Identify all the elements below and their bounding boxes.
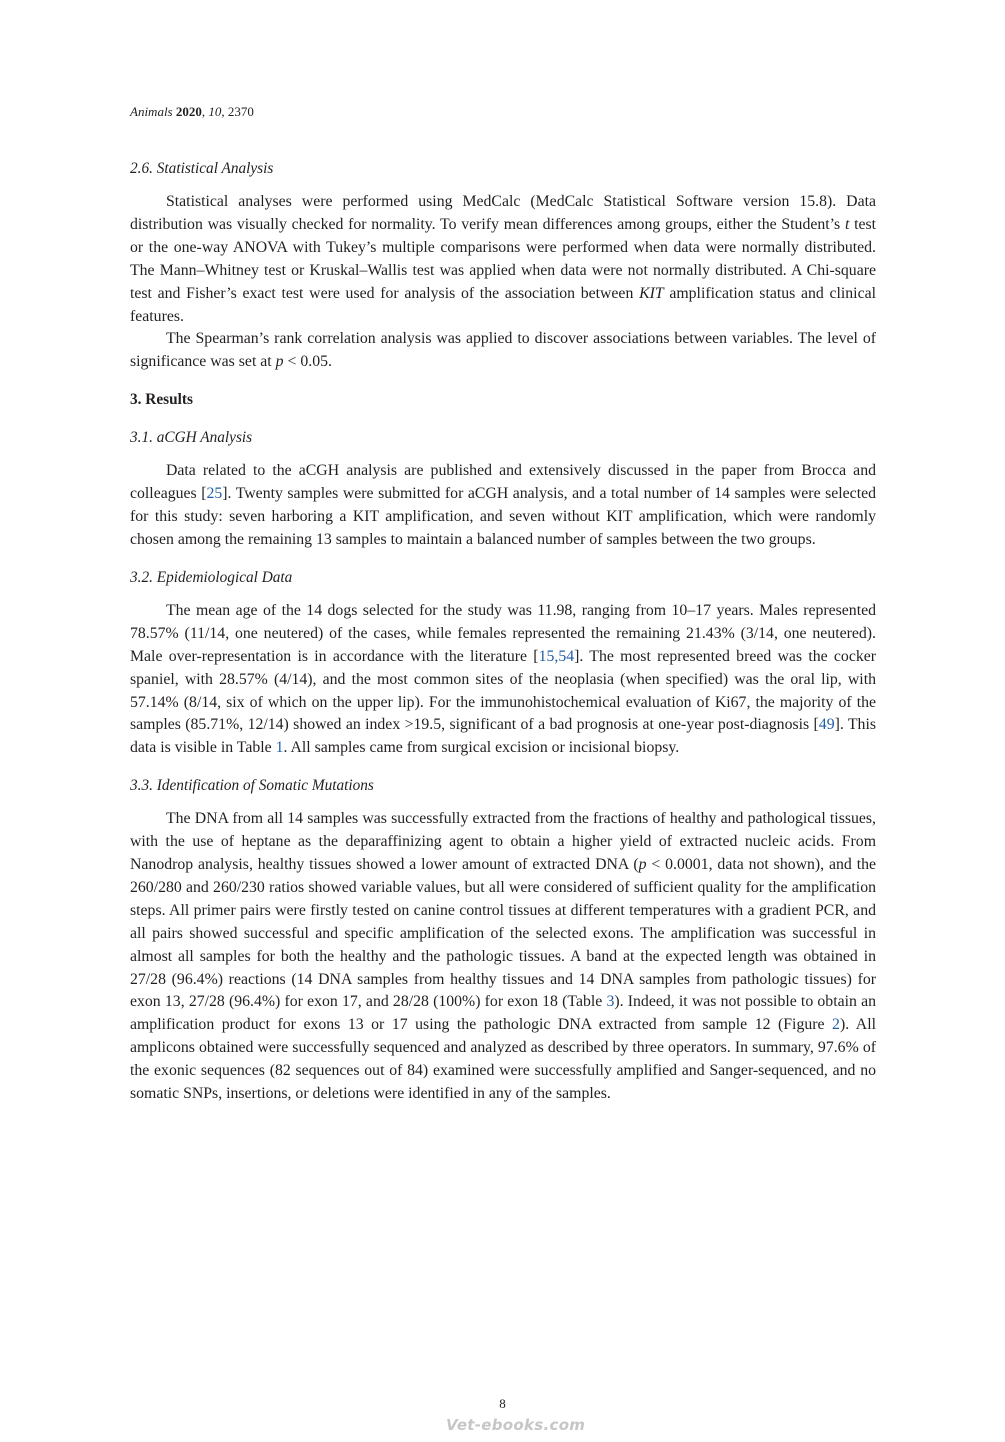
table-reference-link[interactable]: 3 bbox=[606, 993, 615, 1011]
citation-link[interactable]: 15 bbox=[538, 647, 555, 665]
text-run: The mean age of the 14 dogs selected for the study was 11.98, ranging from 10–17 years. Males represented 78.57% (11/14, one neutered) of the cases, while females represented the remaining 21.43% (3/14, one neutered). Male over-representation is in accordance with the literature [ bbox=[130, 601, 876, 665]
text-run: < 0.05. bbox=[283, 353, 332, 371]
text-run: amplification status and clinical features. bbox=[130, 284, 876, 325]
p-value-symbol: p bbox=[638, 856, 647, 874]
journal-volume: 10 bbox=[208, 104, 222, 119]
text-run: test or the one-way ANOVA with Tukey’s multiple comparisons were performed when data were normally distributed. The Mann–Whitney test or Kruskal–Wallis test was applied when data were not normally distributed. A Chi-square test and Fisher’s exact test were used for analysis of the association between bbox=[130, 215, 876, 302]
text-run: . All samples came from surgical excision or incisional biopsy. bbox=[283, 739, 680, 757]
page-number: 8 bbox=[499, 1396, 506, 1411]
journal-name: Animals bbox=[130, 104, 173, 119]
section-2-6-title: 2.6. Statistical Analysis bbox=[130, 160, 274, 177]
text-run: The Spearman’s rank correlation analysis was applied to discover associations between variables. The level of significance was set at bbox=[130, 330, 876, 371]
watermark-logo: Vet-ebooks.com bbox=[446, 1416, 586, 1434]
section-3-3-title: 3.3. Identification of Somatic Mutations bbox=[130, 777, 374, 795]
page-body bbox=[130, 158, 876, 1106]
text-run: ). All amplicons obtained were successfully sequenced and analyzed as described by three operators. In summary, 97.6% of the exonic sequences (82 sequences out of 84) examined were successfully amplified and Sanger-sequenced, and no somatic SNPs, insertions, or deletions were identified in any of the samples. bbox=[130, 1016, 876, 1103]
section-2-6-paragraph-1 bbox=[130, 191, 876, 328]
article-number: 2370 bbox=[227, 104, 254, 119]
section-3-2-paragraph bbox=[130, 600, 876, 760]
section-3-1-title: 3.1. aCGH Analysis bbox=[130, 429, 253, 447]
citation-link[interactable]: 54 bbox=[558, 647, 575, 665]
citation-link[interactable]: 49 bbox=[818, 716, 835, 734]
p-value-symbol: p bbox=[275, 353, 284, 371]
text-run: < 0.0001, data not shown), and the 260/280 and 260/230 ratios showed variable values, but all were considered of sufficient quality for the amplification steps. All primer pairs were firstly tested on canine control tissues at different temperatures with a gradient PCR, and all pairs showed successful and specific amplification of the selected exons. The amplification was successful in almost all samples for both the healthy and the pathologic tissues. A band at the expected length was obtained in 27/28 (96.4%) reactions (14 DNA samples from healthy tissues and 14 DNA samples from pathologic tissues) for exon 13, 27/28 (96.4%) for exon 17, and 28/28 (100%) for exon 18 (Table bbox=[130, 856, 876, 1011]
text-run: ]. The most represented breed was the cocker spaniel, with 28.57% (4/14), and the most common sites of the neoplasia (when specified) was the oral lip, with 57.14% (8/14, six of which on the upper lip). For the immunohistochemical evaluation of Ki67, the majority of the samples (85.71%, 12/14) showed an index >19.5, significant of a bad prognosis at one-year post-diagnosis [ bbox=[130, 647, 876, 734]
t-test-symbol: t bbox=[844, 215, 850, 233]
table-reference-link[interactable]: 1 bbox=[275, 739, 284, 757]
text-run: The DNA from all 14 samples was successfully extracted from the fractions of healthy and pathological tissues, with the use of heptane as the deparaffinizing agent to obtain a higher yield of extracted nucleic acids. From Nanodrop analysis, healthy tissues showed a lower amount of extracted DNA ( bbox=[130, 810, 876, 874]
section-3-1-paragraph bbox=[130, 460, 876, 552]
section-3-3-paragraph bbox=[130, 808, 876, 1106]
text-run: Data related to the aCGH analysis are published and extensively discussed in the paper from Brocca and colleagues [ bbox=[130, 462, 876, 503]
text-run: Statistical analyses were performed using MedCalc (MedCalc Statistical Software version 15.8). Data distribution was visually checked for normality. To verify mean differences among groups, either the Student’s bbox=[130, 193, 876, 233]
section-2-6-paragraph-2 bbox=[130, 328, 876, 374]
figure-reference-link[interactable]: 2 bbox=[832, 1016, 840, 1034]
text-run: ). Indeed, it was not possible to obtain an amplification product for exons 13 or 17 using the pathologic DNA extracted from sample 12 (Figure bbox=[130, 993, 876, 1034]
journal-year: 2020 bbox=[175, 104, 202, 119]
citation-separator: , bbox=[554, 647, 559, 665]
section-3-title: 3. Results bbox=[130, 391, 193, 409]
section-3-2-title: 3.2. Epidemiological Data bbox=[130, 568, 293, 586]
text-run: ]. Twenty samples were submitted for aCGH analysis, and a total number of 14 samples were selected for this study: seven harboring a KIT amplification, and seven without KIT amplification, which were randomly chosen among the remaining 13 samples to maintain a balanced number of samples between the two groups. bbox=[130, 485, 876, 548]
running-header: Animals 2020, 10, 2370 bbox=[130, 104, 254, 119]
gene-name: KIT bbox=[639, 284, 664, 302]
citation-link[interactable]: 25 bbox=[206, 485, 223, 503]
text-run: ]. This data is visible in Table bbox=[130, 716, 876, 757]
